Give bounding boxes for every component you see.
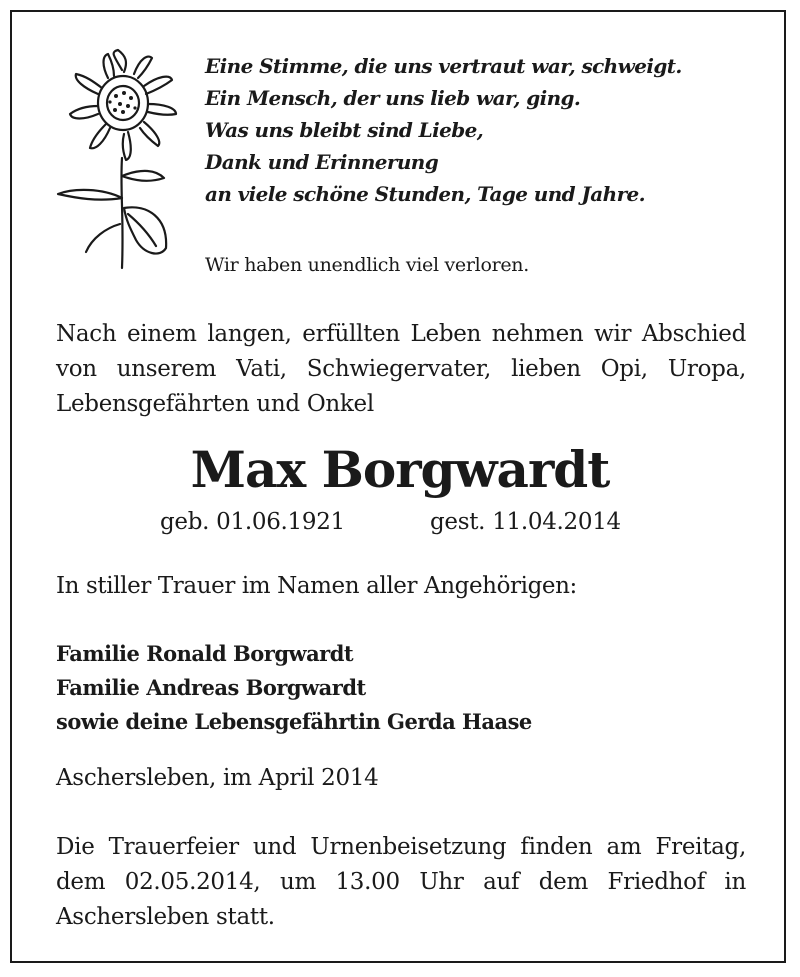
poem: [205, 50, 682, 210]
poem-line: Dank und Erinnerung: [205, 150, 439, 174]
intro-text: Nach einem langen, erfüllten Leben nehmen wir Abschied von unserem Vati, Schwiegervater, lieben Opi, Uropa, Lebensgefährten und Onkel: [56, 321, 746, 417]
poem-line: an viele schöne Stunden, Tage und Jahre.: [205, 182, 645, 206]
family-member: sowie deine Lebensgefährtin Gerda Haase: [56, 709, 532, 734]
family-member: Familie Andreas Borgwardt: [56, 675, 366, 700]
funeral-service-text: Die Trauerfeier und Urnenbeisetzung finden am Freitag, dem 02.05.2014, um 13.00 Uhr auf dem Friedhof in Aschersleben statt.: [56, 834, 746, 930]
poem-line: Eine Stimme, die uns vertraut war, schweigt.: [205, 54, 682, 78]
deceased-name: Max Borgwardt: [190, 440, 610, 499]
family-member: Familie Ronald Borgwardt: [56, 641, 354, 666]
family-list: [56, 637, 532, 739]
sunflower-icon: [52, 48, 192, 270]
death-date: gest. 11.04.2014: [430, 509, 621, 535]
place-date: Aschersleben, im April 2014: [56, 765, 379, 791]
poem-line: Was uns bleibt sind Liebe,: [205, 118, 484, 142]
mourning-line: In stiller Trauer im Namen aller Angehörigen:: [56, 573, 577, 599]
lost-line: Wir haben unendlich viel verloren.: [205, 254, 529, 276]
birth-date: geb. 01.06.1921: [160, 509, 345, 535]
poem-line: Ein Mensch, der uns lieb war, ging.: [205, 86, 581, 110]
